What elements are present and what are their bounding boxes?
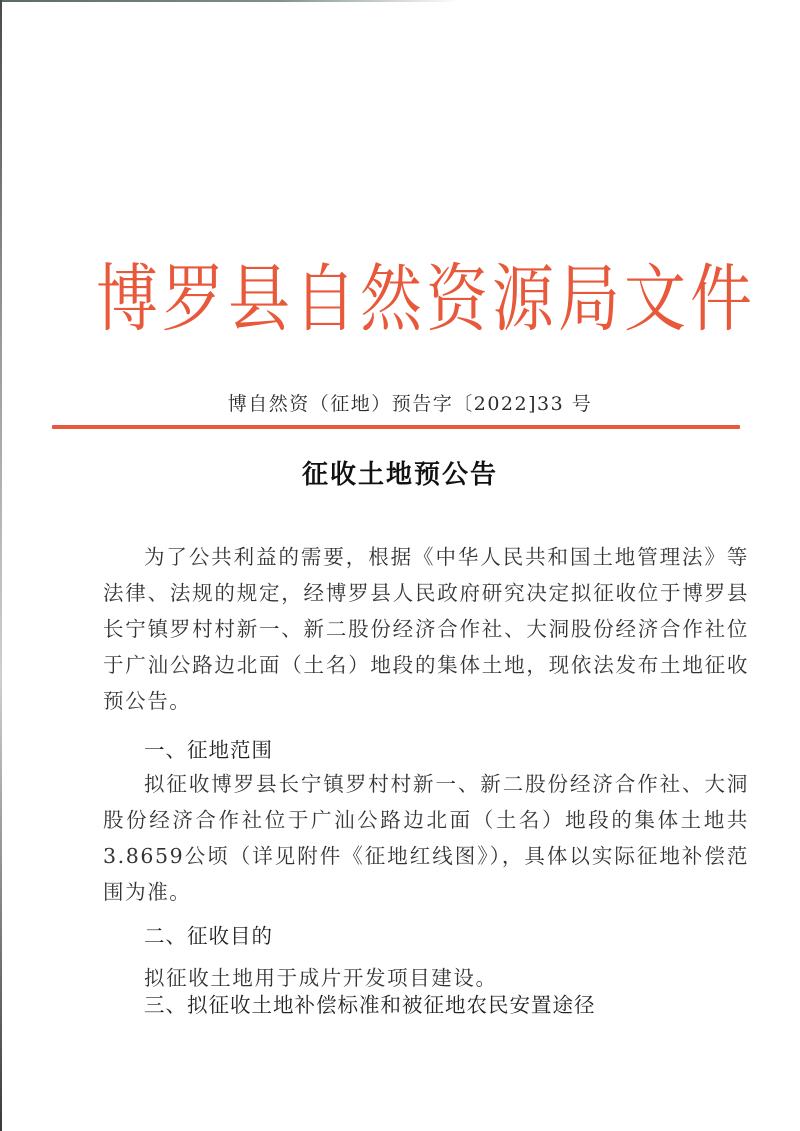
issuer-header: 博罗县自然资源局文件 (96, 255, 757, 342)
section-heading-purpose: 二、征收目的 (144, 924, 273, 948)
scan-edge-left (0, 0, 2, 1131)
section-heading-compensation: 三、拟征收土地补偿标准和被征地农民安置途径 (144, 993, 596, 1017)
intro-paragraph: 为了公共利益的需要，根据《中华人民共和国土地管理法》等法律、法规的规定，经博罗县人民政府研究决定拟征收位于博罗县长宁镇罗村村新一、新二股份经济合作社、大洞股份经济合作社位于广汕公路边北面（土名）地段的集体土地，现依法发布土地征收预公告。 (103, 545, 749, 713)
section-heading-scope: 一、征地范围 (144, 738, 273, 762)
red-divider-rule (52, 425, 740, 429)
notice-title: 征收土地预公告 (301, 460, 498, 490)
section-body-scope: 拟征收博罗县长宁镇罗村村新一、新二股份经济合作社、大洞股份经济合作社位于广汕公路边北面（土名）地段的集体土地共3.8659公顷（详见附件《征地红线图》），具体以实际征地补偿范围为准。 (103, 772, 749, 904)
document-number: 博自然资（征地）预告字〔2022]33 号 (227, 393, 593, 415)
scan-edge-top (0, 0, 460, 2)
section-body-purpose: 拟征收土地用于成片开发项目建设。 (144, 966, 498, 990)
